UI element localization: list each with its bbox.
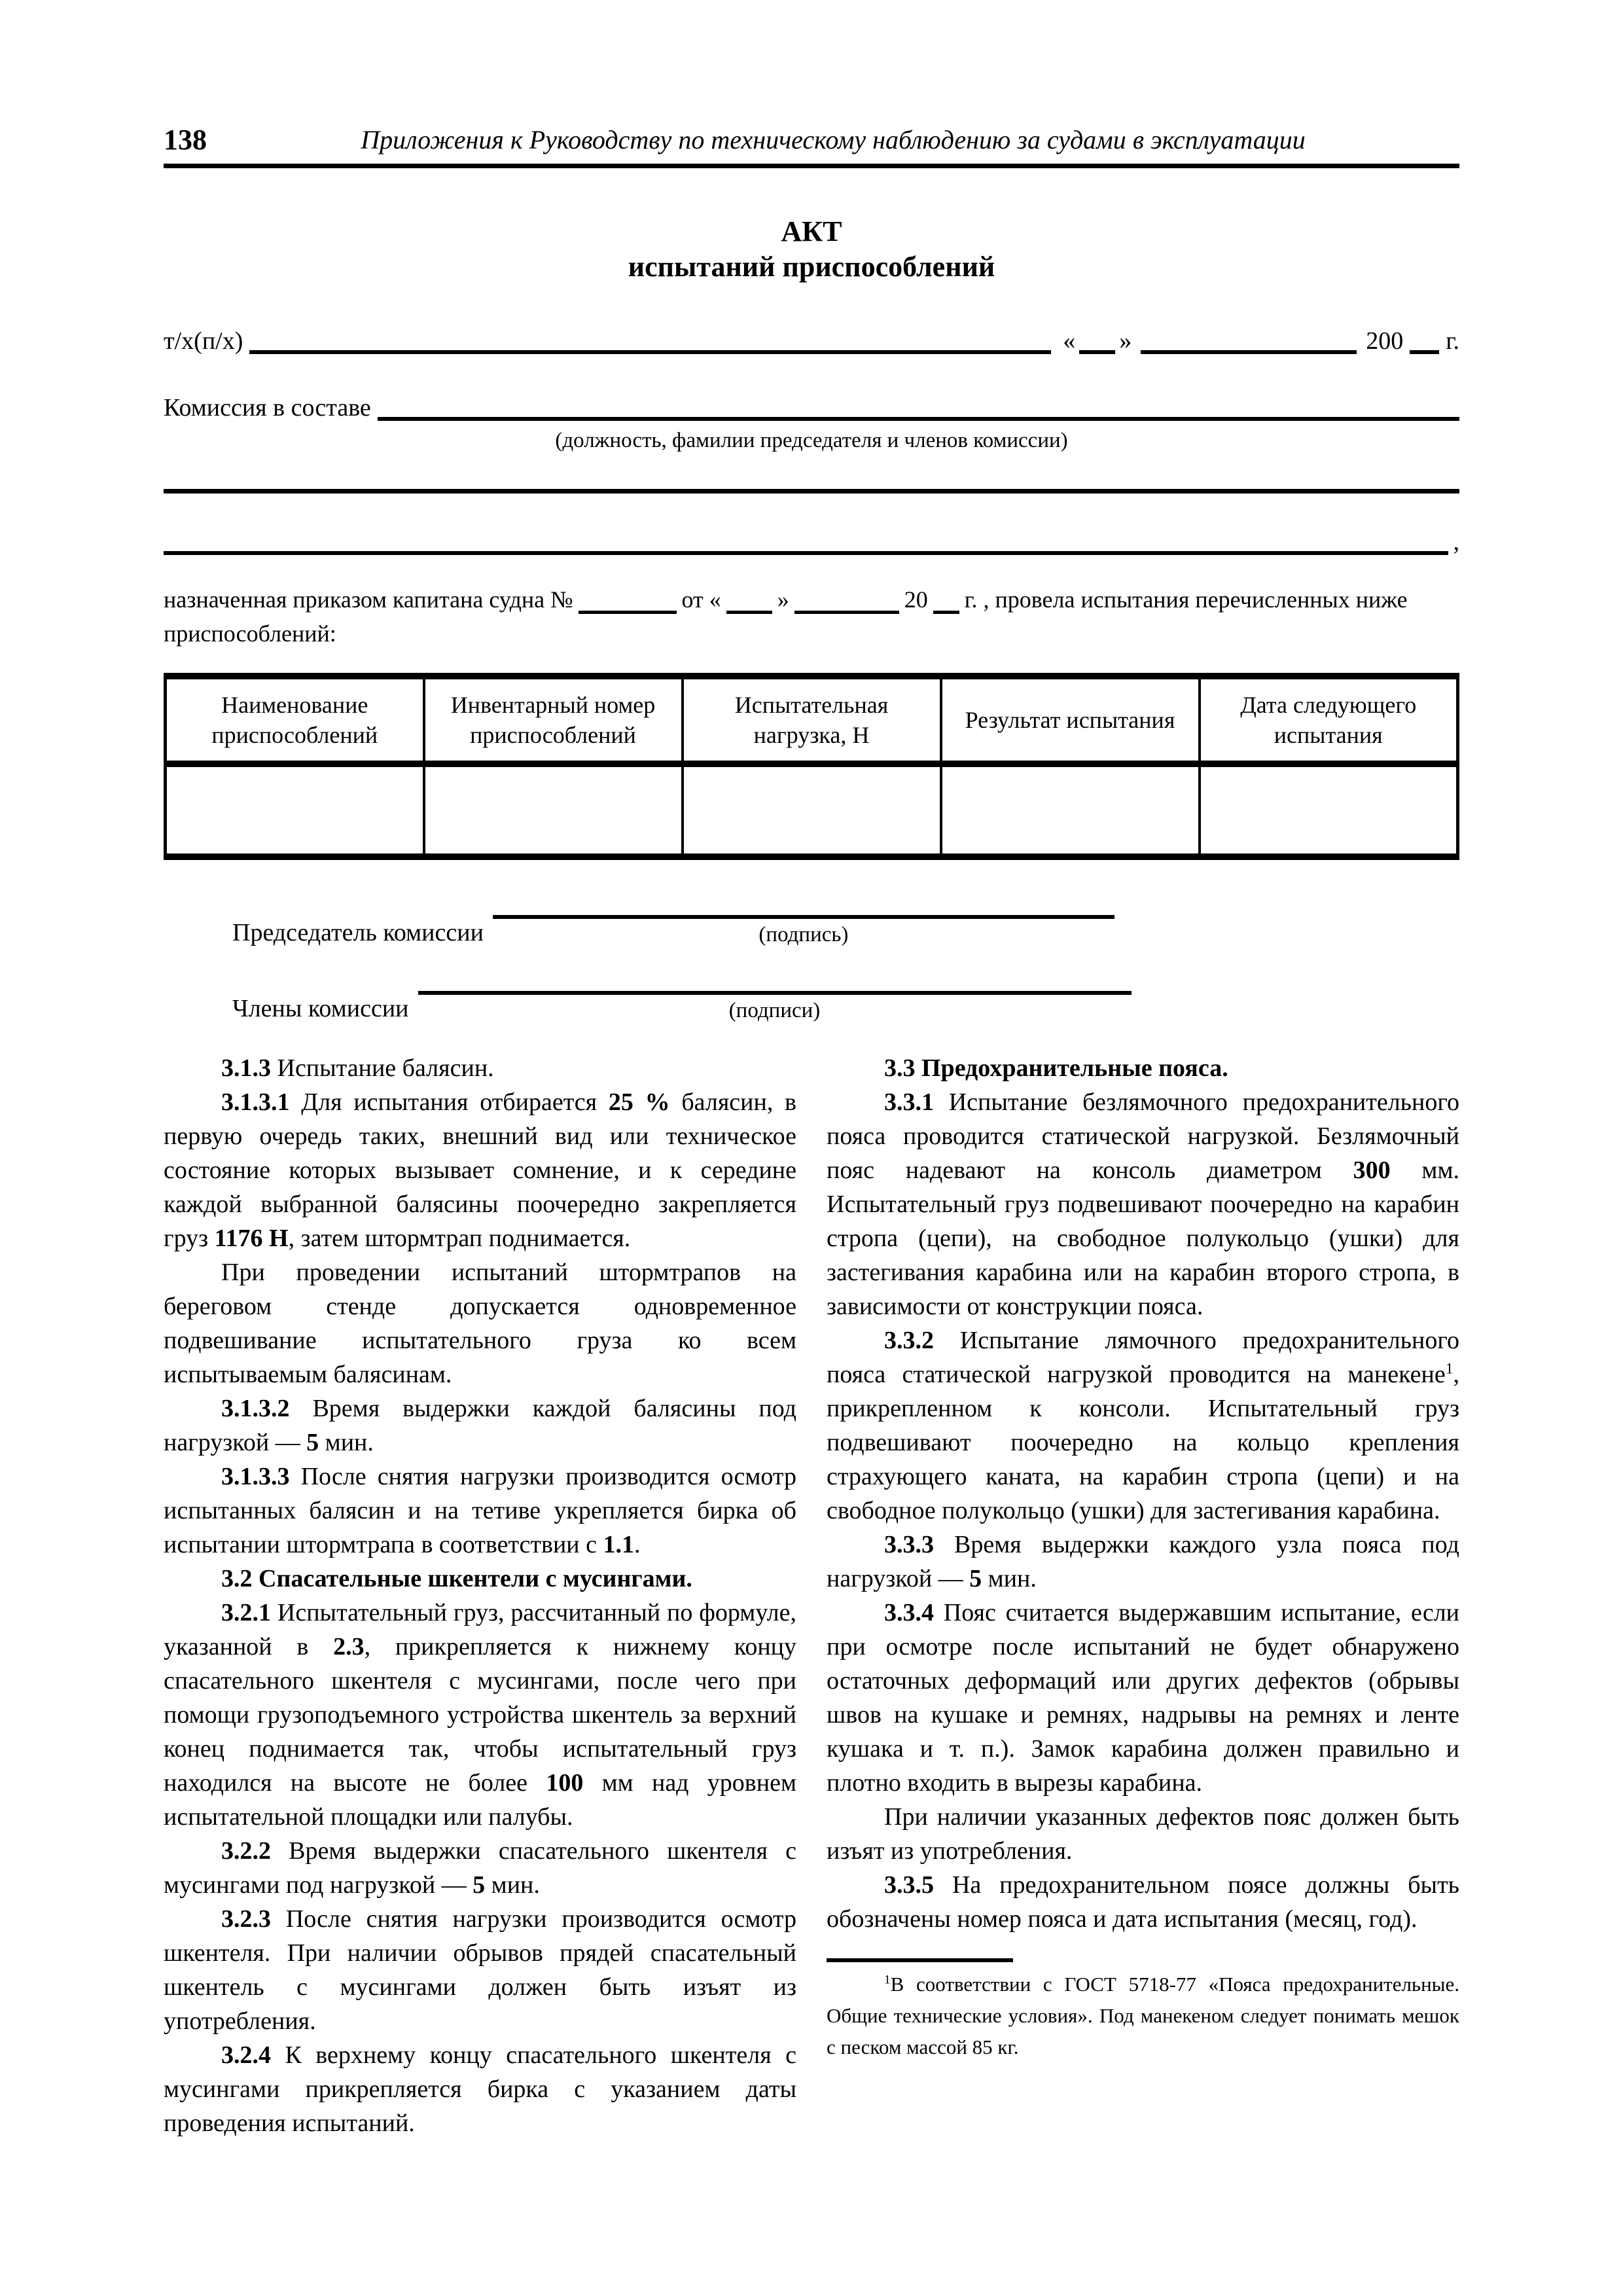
page-content: [164, 124, 1459, 2140]
footnote: [827, 1969, 1459, 2063]
day-blank-line: [1079, 350, 1115, 354]
commission-blank-line: [378, 417, 1459, 421]
chairman-signature-line: [493, 886, 1115, 919]
page-header-title: Приложения к Руководству по техническому наблюдению за судами в эксплуатации: [361, 125, 1306, 154]
year-suffix: г.: [1446, 327, 1459, 355]
members-signature-area: [418, 962, 1132, 1025]
members-signature-row: [232, 962, 1459, 1025]
members-signature-caption: (подписи): [728, 999, 821, 1022]
trailing-comma: ,: [1453, 528, 1459, 556]
document-title: [164, 214, 1459, 285]
page-header: [164, 124, 1459, 168]
signatures: [164, 886, 1459, 1025]
vessel-label: т/х(п/х): [164, 327, 243, 355]
chairman-signature-row: [232, 886, 1459, 949]
order-month-blank: [794, 611, 899, 614]
paragraph: 3.3.4 Пояс считается выдержавшим испытание, если при осмотре после испытаний не будет обнаружено остаточных деформаций или других дефектов (обрывы швов на кушаке и ремнях, надрывы на ремнях и ленте кушака и т. п.). Замок карабина должен правильно и плотно входить в вырезы карабина.: [827, 1599, 1459, 1797]
date-quote-open: «: [1063, 327, 1076, 355]
paragraph: 3.2.1 Испытательный груз, рассчитанный по формуле, указанной в 2.3, прикрепляется к нижнему концу спасательного шкентеля с мусингами, после чего при помощи грузоподъемного устройства шкентель за верхний конец поднимается так, чтобы испытательный груз находился на высоте не более 100 мм над уровнем испытательной площадки или палубы.: [164, 1599, 796, 1831]
chairman-signature-caption: (подпись): [758, 923, 849, 946]
month-blank-line: [1141, 350, 1357, 354]
paragraph: 3.1.3.3 После снятия нагрузки производится осмотр испытанных балясин и на тетиве укрепляется бирка об испытании штормтрапа в соответствии с 1.1.: [164, 1463, 796, 1558]
empty-cell: [1200, 764, 1458, 857]
paragraph: 3.2.3 После снятия нагрузки производится осмотр шкентеля. При наличии обрывов прядей спасательный шкентель с мусингами должен быть изъят из употребления.: [164, 1905, 796, 2035]
vessel-blank-line: [249, 350, 1051, 354]
order-quote-open: «: [709, 586, 721, 613]
paragraph: 3.2.4 К верхнему концу спасательного шкентеля с мусингами прикрепляется бирка с указанием даты проведения испытаний.: [164, 2041, 797, 2137]
members-label: Члены комиссии: [232, 995, 409, 1022]
paragraph: 3.3.2 Испытание лямочного предохранительного пояса статической нагрузкой проводится на манекене$^1$, прикрепленном к консоли. Испытательный груз подвешивают поочередно на кольцо крепления страхующего каната, на карабин стропа (цепи) и на свободное полукольцо (ушки) для застегивания карабина.: [827, 1327, 1459, 1524]
right-column-paragraphs: [827, 1051, 1459, 1936]
blank-line: [164, 551, 1448, 555]
column-header-inventory-number: Инвентарный номер приспособлений: [424, 676, 683, 764]
order-year-prefix: 20: [904, 586, 928, 613]
paragraph: 3.1.3 Испытание балясин.: [221, 1054, 494, 1082]
title-line-2: испытаний приспособлений: [628, 251, 995, 283]
appointed-part-1: назначенная приказом капитана судна №: [164, 586, 573, 613]
empty-cell: [424, 764, 683, 857]
page-number: 138: [164, 124, 207, 156]
order-quote-close: »: [777, 586, 789, 613]
paragraph: 3.2.2 Время выдержки спасательного шкентеля с мусингами под нагрузкой — 5 мин.: [164, 1837, 797, 1899]
body-text: [164, 1051, 1459, 2140]
commission-label: Комиссия в составе: [164, 394, 371, 422]
paragraph: При наличии указанных дефектов пояс должен быть изъят из употребления.: [827, 1803, 1459, 1865]
paragraph: $^1$В соответствии с ГОСТ 5718-77 «Пояса предохранительные. Общие технические условия». Под манекеном следует понимать мешок с песком массой 85 кг.: [827, 1973, 1459, 2058]
commission-caption: (должность, фамилии председателя и членов комиссии): [555, 429, 1068, 452]
empty-cell: [166, 764, 424, 857]
empty-cell: [683, 764, 941, 857]
paragraph: 3.3.1 Испытание безлямочного предохранительного пояса проводится статической нагрузкой. Безлямочный пояс надевают на консоль диаметром 300 мм. Испытательный груз подвешивают поочередно на карабин стропа (цепи), на свободное полукольцо (ушки) для застегивания карабина или на карабин второго стропа, в зависимости от конструкции пояса.: [827, 1088, 1460, 1320]
year-blank-line: [1410, 350, 1439, 354]
paragraph: 3.3.5 На предохранительном поясе должны быть обозначены номер пояса и дата испытания (месяц, год).: [827, 1871, 1460, 1933]
column-header-result: Результат испытания: [941, 676, 1200, 764]
title-line-1: АКТ: [781, 215, 842, 247]
commission-blank-line-2: [164, 489, 1459, 493]
order-year-blank: [933, 611, 959, 614]
left-column: [164, 1051, 796, 2140]
paragraph: 3.2 Спасательные шкентели с мусингами.: [221, 1565, 692, 1592]
appointed-text: [164, 583, 1459, 651]
commission-blank-line-3: [164, 528, 1459, 559]
chairman-label: Председатель комиссии: [232, 919, 484, 946]
right-column: [827, 1051, 1459, 2140]
empty-cell: [941, 764, 1200, 857]
table-header-row: [166, 676, 1458, 764]
appointed-part-2: от: [681, 586, 704, 613]
vessel-date-line: [164, 324, 1459, 358]
commission-line: [164, 391, 1459, 425]
paragraph: 3.1.3.1 Для испытания отбирается 25 % балясин, в первую очередь таких, внешний вид или техническое состояние которых вызывает сомнение, и к середине каждой выбранной балясины поочередно закрепляется груз 1176 Н, затем штормтрап поднимается.: [164, 1088, 797, 1252]
paragraph: 3.3.3 Время выдержки каждого узла пояса под нагрузкой — 5 мин.: [827, 1531, 1460, 1592]
appointed-part-6: г. , провела испытания перечисленных ниже: [964, 586, 1408, 613]
date-quote-close: »: [1119, 327, 1132, 355]
order-number-blank: [579, 611, 677, 614]
column-header-next-date: Дата следующего испытания: [1200, 676, 1458, 764]
column-header-test-load: Испытательная нагрузка, Н: [683, 676, 941, 764]
paragraph: При проведении испытаний штормтрапов на береговом стенде допускается одновременное подвешивание испытательного груза ко всем испытываемым балясинам.: [164, 1259, 796, 1388]
members-signature-line: [418, 962, 1132, 995]
chairman-signature-area: [493, 886, 1115, 949]
order-day-blank: [726, 611, 772, 614]
year-prefix: 200: [1366, 327, 1404, 355]
paragraph: 3.3 Предохранительные пояса.: [884, 1054, 1228, 1082]
column-header-name: Наименование приспособлений: [166, 676, 424, 764]
devices-table: [164, 673, 1459, 860]
table-row: [166, 764, 1458, 857]
footnote-separator: [827, 1958, 1013, 1962]
paragraph: 3.1.3.2 Время выдержки каждой балясины под нагрузкой — 5 мин.: [164, 1395, 797, 1456]
appointed-part-7: приспособлений:: [164, 620, 336, 647]
